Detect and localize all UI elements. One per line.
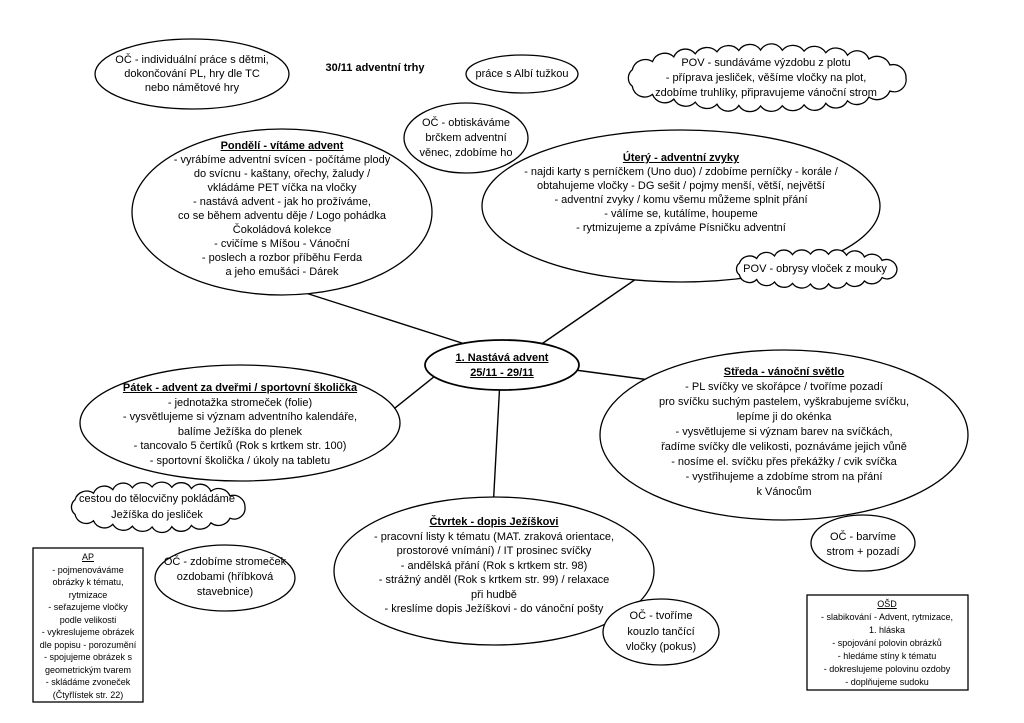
monday-line: - nastává advent - jak ho prožíváme, [193,196,371,208]
wednesday-line: - vysvětlujeme si význam barev na svíčkách, [675,426,893,438]
ap-line: dle popisu - porozumění [39,639,137,650]
osd-text [821,598,953,689]
monday-line: co se během adventu děje / Logo pohádka [178,210,386,222]
tree-decor-text [164,555,286,600]
wreath-line: brčkem adventní [425,132,507,144]
tuesday-line: - najdi karty s perníčkem (Uno duo) / zdobíme perníčky - korále / [524,166,838,178]
osd-line: - doplňujeme sudoku [845,677,929,687]
tuesday-line: - adventní zvyky / komu všemu můžeme splnit přání [554,194,808,206]
individual-work-line: nebo námětové hry [144,82,240,94]
monday-text [174,139,390,279]
thursday-line: - kreslíme dopis Ježíškovi - do vánoční pošty [384,603,604,615]
wednesday-line: - nosíme el. svíčku přes překážky / cvik svíčka [671,456,897,468]
albi-pen-label: práce s Albí tužkou [475,68,569,80]
snowflake-magic-line: kouzlo tančící [627,625,695,638]
wednesday-title: Středa - vánoční světlo [723,366,845,378]
friday-text [123,381,357,468]
wednesday-line: - vystřihujeme a zdobíme strom na přání [685,471,883,483]
ap-line: geometrickým tvarem [44,664,132,675]
thursday-line: při hudbě [471,588,517,601]
friday-line: - tancovalo 5 čertíků (Rok s krtkem str. 100) [133,440,347,452]
friday-line: - jednotažka stromeček (folie) [167,396,313,409]
ap-line: - skládáme zvoneček [45,677,131,687]
pov-fence-line: - příprava jesliček, věšíme vločky na plot, [665,72,867,84]
advent-market-label: 30/11 adventní trhy [325,62,425,74]
thursday-text [374,515,614,617]
osd-title: OŠD [877,599,897,609]
tuesday-line: - válíme se, kutálíme, houpeme [604,208,758,220]
monday-line: - poslech a rozbor příběhu Ferda [201,252,363,264]
friday-title: Pátek - advent za dveřmi / sportovní školička [122,382,358,394]
pov-fence-line: zdobíme truhlíky, připravujeme vánoční strom [655,87,877,99]
gym-way-line: Ježíška do jesliček [111,509,203,521]
wednesday-line: řadíme svíčky dle velikosti, poznáváme jejich vůně [661,441,907,453]
individual-work-line: OČ - individuální práce s dětmi, [115,54,269,66]
ap-line: (Čtyřlístek str. 22) [52,689,124,700]
osd-line: - dokreslujeme polovinu ozdoby [823,664,951,674]
individual-work-line: dokončování PL, hry dle TC [124,68,260,80]
monday-line: a jeho emušáci - Dárek [225,266,339,278]
wednesday-text [659,365,909,500]
center-topic-text [456,351,549,381]
monday-line: Čokoládová kolekce [232,224,332,236]
osd-line: - hledáme stíny k tématu [837,651,937,661]
wednesday-line: k Vánocům [756,486,812,498]
ap-line: - vykreslujeme obrázek [41,627,135,637]
individual-work-text [115,53,268,95]
monday-line: - vyrábíme adventní svícen - počítáme plody [173,154,391,166]
paint-tree-line: OČ - barvíme [829,531,897,543]
tree-decor-line: stavebnice) [196,586,254,598]
pov-fence-line: POV - sundáváme výzdobu z plotu [681,57,851,69]
monday-title: Pondělí - vítáme advent [220,140,344,152]
osd-line: 1. hláska [868,625,906,635]
thursday-line: prostorové vnímání) / IT prosinec svíčky [396,545,592,557]
center-topic-dates: 25/11 - 29/11 [470,367,534,379]
ap-line: obrázky k tématu, [52,577,124,587]
monday-line: do svícnu - kaštany, ořechy, žaludy / [193,168,371,180]
wednesday-line: lepíme ji do okénka [736,411,832,423]
friday-line: - sportovní školička / úkoly na tabletu [149,454,331,467]
monday-line: - cvičíme s Míšou - Vánoční [214,238,350,250]
center-topic-title: 1. Nastává advent [455,352,549,364]
friday-line: - vysvětlujeme si význam adventního kalendáře, [122,411,358,423]
wednesday-line: - PL svíčky ve skořápce / tvoříme pozadí [685,381,883,393]
snowflake-magic-line: vločky (pokus) [625,641,697,653]
pov-flour-label: POV - obrysy vloček z mouky [743,263,887,275]
wreath-line: OČ - obtiskáváme [421,117,511,129]
ap-line: rytmizace [68,589,108,600]
wreath-text [420,116,513,161]
osd-line: - slabikování - Advent, rytmizace, [820,612,954,622]
snowflake-magic-line: OČ - tvoříme [629,610,693,622]
tree-decor-line: OČ - zdobíme stromeček [163,556,287,568]
tuesday-title: Úterý - adventní zvyky [622,152,740,164]
wednesday-line: pro svíčku suchým pastelem, vyškrabujeme svíčku, [658,396,910,408]
pov-fence-text [655,56,877,101]
osd-line: - spojování polovin obrázků [832,638,942,648]
ap-line: - pojmenováváme [52,564,124,575]
ap-title: AP [81,552,94,562]
thursday-line: - strážný anděl (Rok s krtkem str. 99) / relaxace [378,574,610,586]
ap-line: - seřazujeme vločky [48,602,128,612]
gym-way-text [79,491,235,523]
snowflake-magic-text [626,609,696,656]
tree-decor-line: ozdobami (hříbková [176,571,274,583]
thursday-line: - pracovní listy k tématu (MAT. zraková orientace, [373,530,615,543]
monday-line: vkládáme PET víčka na vločky [207,182,357,194]
wreath-line: věnec, zdobíme ho [419,147,513,159]
gym-way-line: cestou do tělocvičny pokládáme [79,493,235,505]
ap-line: - spojujeme obrázek s [43,652,133,662]
ap-line: podle velikosti [59,614,117,625]
paint-tree-line: strom + pozadí [826,546,900,558]
ap-text [40,551,137,701]
tuesday-line: - rytmizujeme a zpíváme Písničku adventní [576,222,786,234]
tuesday-text [524,151,838,235]
paint-tree-text [826,530,899,560]
tuesday-line: obtahujeme vločky - DG sešit / pojmy menší, větší, největší [537,180,825,192]
thursday-title: Čtvrtek - dopis Ježíškovi [429,516,559,528]
friday-line: balíme Ježíška do plenek [177,425,303,438]
thursday-line: - andělská přání (Rok s krtkem str. 98) [400,559,588,572]
